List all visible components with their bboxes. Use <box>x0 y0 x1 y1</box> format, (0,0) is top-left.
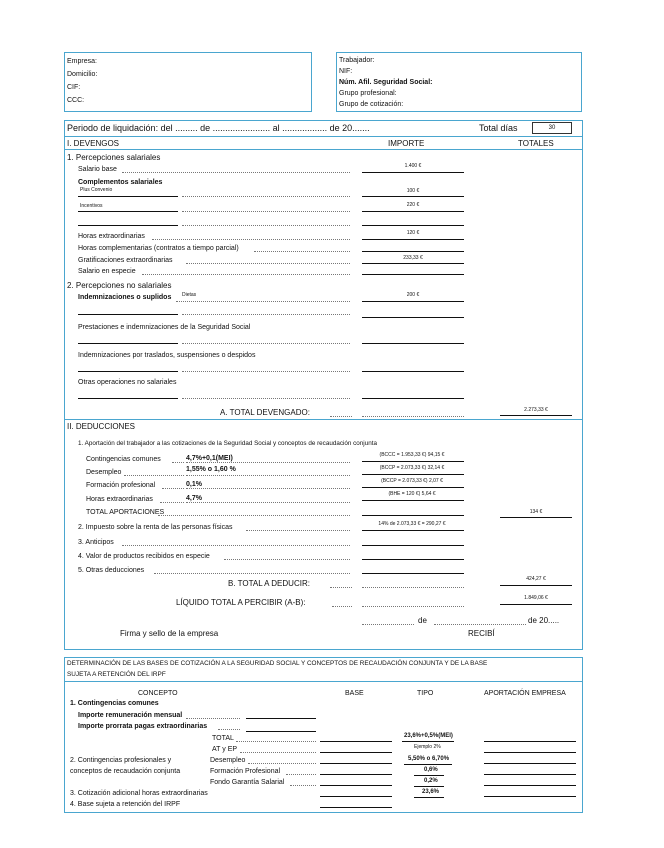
otras-operaciones-line <box>78 398 178 399</box>
horas-extraordinarias-line <box>362 500 464 501</box>
totales-header: TOTALES <box>518 139 554 148</box>
salario-especie-dots <box>142 274 350 275</box>
salario-base-value[interactable]: 1.400 € <box>404 163 422 169</box>
incentivos-line <box>78 211 178 212</box>
horas-extraordinarias-pct-dots <box>186 502 350 503</box>
gratificaciones-label: Gratificaciones extraordinarias <box>78 257 173 264</box>
base-header: BASE <box>345 690 364 697</box>
total-deducir-label: B. TOTAL A DEDUCIR: <box>228 579 310 588</box>
desempleo-calc[interactable]: (BCCP = 2.073,33 €) 32,14 € <box>379 465 445 471</box>
horas-extraordinarias-calc[interactable]: (BHE = 120 €) 5,64 € <box>388 491 436 497</box>
productos-especie-line <box>362 559 464 560</box>
fogasa-aport-line <box>484 785 576 786</box>
desempleo-tipo-line <box>404 764 452 765</box>
desempleo-aport-line <box>484 763 576 764</box>
desempleo-pct[interactable]: 1,55% o 1,60 % <box>186 466 236 473</box>
fp-tipo[interactable]: 0,6% <box>424 767 438 773</box>
total-dias-field[interactable]: 30 <box>532 122 572 134</box>
formacion-label: Formación profesional <box>86 482 156 489</box>
traslados-label: Indemnizaciones por traslados, suspensiones o despidos <box>78 352 256 359</box>
desempleo-label: Desempleo <box>86 469 122 476</box>
grupo-profesional-label: Grupo profesional: <box>339 90 397 97</box>
anticipos-dots <box>122 545 350 546</box>
adicional-base-line <box>320 796 392 797</box>
salario-base-line <box>362 172 464 173</box>
ccc-label: CCC: <box>67 97 85 104</box>
anticipos-label: 3. Anticipos <box>78 539 114 546</box>
desempleo-bases-label: Desempleo <box>210 757 246 764</box>
plus-convenio-label: Plus Convenio <box>80 187 113 193</box>
contingencias-comunes-pct-dots <box>186 462 350 463</box>
desempleo-dots <box>124 475 184 476</box>
remuneracion-label: Importe remuneración mensual <box>78 712 183 719</box>
bases-title-1: DETERMINACIÓN DE LAS BASES DE COTIZACIÓN A LA SEGURIDAD SOCIAL Y CONCEPTOS DE RECAUDACIÓN CONJUNTA Y DE LA BASE <box>67 660 488 667</box>
contingencias-comunes-calc[interactable]: (BCCC = 1.953,33 €) 94,15 € <box>379 452 445 458</box>
total-tipo-line <box>402 741 454 742</box>
incentivos-value-line <box>362 211 464 212</box>
date-year-label: de 20..... <box>528 616 560 625</box>
desempleo-base-line <box>320 763 392 764</box>
productos-especie-label: 4. Valor de productos recibidos en especie <box>78 553 210 560</box>
contingencias-comunes-dots <box>172 462 184 463</box>
liquido-line <box>500 604 572 605</box>
atep-base-line <box>320 752 392 753</box>
otras-operaciones-dots <box>182 398 350 399</box>
irpf-base-label: 4. Base sujeta a retención del IRPF <box>70 801 181 808</box>
total-label: TOTAL <box>212 735 234 742</box>
atep-label: AT y EP <box>212 746 238 753</box>
indemnizaciones-dots-2 <box>182 314 350 315</box>
irpf-dots <box>246 530 350 531</box>
remuneracion-dots <box>186 718 240 719</box>
total-deducir-dots-2 <box>362 587 464 588</box>
otras-deducciones-dots <box>154 573 350 574</box>
total-aport-line <box>484 741 576 742</box>
horas-extraordinarias-pct[interactable]: 4,7% <box>186 495 202 502</box>
dietas-label: Dietas <box>182 292 197 298</box>
prestaciones-dots <box>182 343 350 344</box>
incentivos-dots <box>182 211 350 212</box>
indemnizaciones-value-line-2 <box>362 317 464 318</box>
percepciones-no-salariales-title: 2. Percepciones no salariales <box>67 281 172 290</box>
total-dots <box>236 741 316 742</box>
fp-base-line <box>320 774 392 775</box>
incentivos-label: Incentivos <box>80 203 103 209</box>
period-label: Periodo de liquidación: del ......... de ....................... al .................. de 20....... <box>67 123 370 133</box>
otras-operaciones-value-line <box>362 398 464 399</box>
total-deducir-line <box>500 585 572 586</box>
date-month-dots <box>434 624 526 625</box>
fogasa-label: Fondo Garantía Salarial <box>210 779 285 786</box>
adicional-label: 3. Cotización adicional horas extraordinarias <box>70 790 208 797</box>
bases-title-2: SUJETA A RETENCIÓN DEL IRPF <box>67 671 166 678</box>
fogasa-base-line <box>320 785 392 786</box>
desempleo-line <box>362 474 464 475</box>
fp-label: Formación Profesional <box>210 768 281 775</box>
employer-box <box>64 52 312 112</box>
cif-label: CIF: <box>67 84 81 91</box>
liquido-label: LÍQUIDO TOTAL A PERCIBIR (A-B): <box>176 598 306 607</box>
salario-especie-label: Salario en especie <box>78 268 136 275</box>
desempleo-tipo[interactable]: 5,50% o 6,70% <box>408 756 450 762</box>
total-aportaciones-total-line <box>500 517 572 518</box>
adicional-tipo[interactable]: 23,6% <box>422 789 440 795</box>
remuneracion-line <box>246 718 316 719</box>
irpf-calc[interactable]: 14% de 2.073,33 € = 290,27 € <box>378 521 446 527</box>
liquido-value[interactable]: 1.849,06 € <box>524 595 548 601</box>
fogasa-tipo-line <box>414 786 444 787</box>
plus-convenio-value[interactable]: 100 € <box>406 188 420 194</box>
prorrata-dots <box>218 729 240 730</box>
horas-extra-label: Horas extraordinarias <box>78 233 145 240</box>
prestaciones-label: Prestaciones e indemnizaciones de la Seguridad Social <box>78 324 251 331</box>
total-devengado-line <box>500 415 572 416</box>
salario-especie-line <box>362 274 464 275</box>
prestaciones-value-line <box>362 343 464 344</box>
aportacion-title: 1. Aportación del trabajador a las cotizaciones de la Seguridad Social y conceptos de recaudación conjunta <box>78 440 377 447</box>
concepto-header: CONCEPTO <box>138 690 178 697</box>
importe-header: IMPORTE <box>388 139 425 148</box>
horas-complementarias-label: Horas complementarias (contratos a tiempo parcial) <box>78 245 239 252</box>
total-devengado-dots <box>330 416 352 417</box>
blank-dots-1 <box>182 225 350 226</box>
desempleo-bases-dots <box>248 763 316 764</box>
salario-base-label: Salario base <box>78 166 117 173</box>
cp-label-2: conceptos de recaudación conjunta <box>70 768 181 775</box>
otras-deducciones-label: 5. Otras deducciones <box>78 567 145 574</box>
blank-value-line-1 <box>362 225 464 226</box>
fp-aport-line <box>484 774 576 775</box>
traslados-line <box>78 371 178 372</box>
indemnizaciones-line <box>362 301 464 302</box>
traslados-value-line <box>362 371 464 372</box>
percepciones-salariales-title: 1. Percepciones salariales <box>67 153 161 162</box>
devengos-divider <box>64 149 583 150</box>
afiliacion-label: Núm. Afil. Seguridad Social: <box>339 79 433 86</box>
empresa-label: Empresa: <box>67 58 97 65</box>
contingencias-comunes-label: Contingencias comunes <box>86 456 161 463</box>
devengos-title: I. DEVENGOS <box>67 139 120 148</box>
date-day-dots <box>362 624 414 625</box>
fogasa-tipo[interactable]: 0,2% <box>424 778 438 784</box>
indemnizaciones-line-2 <box>78 314 178 315</box>
nif-label: NIF: <box>339 68 353 75</box>
incentivos-value[interactable]: 220 € <box>406 202 420 208</box>
prorrata-label: Importe prorrata pagas extraordinarias <box>78 723 208 730</box>
indemnizaciones-value[interactable]: 200 € <box>406 292 420 298</box>
total-aportaciones-dots <box>158 515 350 516</box>
irpf-line <box>362 530 464 531</box>
indemnizaciones-label: Indemnizaciones o suplidos <box>78 294 172 301</box>
total-devengado-label: A. TOTAL DEVENGADO: <box>220 408 310 417</box>
gratificaciones-dots <box>186 263 350 264</box>
bases-divider <box>64 681 583 682</box>
total-deducir-value[interactable]: 424,27 € <box>526 576 546 582</box>
fp-dots <box>286 774 316 775</box>
formacion-dots <box>162 488 184 489</box>
atep-aport-line <box>484 752 576 753</box>
horas-extra-value[interactable]: 120 € <box>406 230 420 236</box>
total-dias-label: Total días <box>479 123 518 133</box>
total-base-line <box>320 741 392 742</box>
salario-base-dots <box>122 172 350 173</box>
horas-complementarias-dots <box>254 251 350 252</box>
irpf-base-line <box>320 807 392 808</box>
horas-extra-line <box>362 239 464 240</box>
horas-extraordinarias-dots <box>160 502 184 503</box>
prorrata-line <box>246 731 316 732</box>
productos-especie-dots <box>224 559 350 560</box>
gratificaciones-value[interactable]: 233,33 € <box>403 255 423 261</box>
prestaciones-line <box>78 343 178 344</box>
otras-operaciones-label: Otras operaciones no salariales <box>78 379 177 386</box>
atep-dots <box>240 752 316 753</box>
total-tipo[interactable]: 23,6%+0,5%(MEI) <box>404 733 453 739</box>
deducciones-title: II. DEDUCCIONES <box>67 422 136 431</box>
fogasa-dots <box>290 785 316 786</box>
contingencias-comunes-pct[interactable]: 4,7%+0,1(MEI) <box>186 455 233 462</box>
indemnizaciones-dots <box>176 301 350 302</box>
desempleo-pct-dots <box>186 475 350 476</box>
liquido-dots-2 <box>362 606 464 607</box>
formacion-calc[interactable]: (BCCP = 2.073,33 €) 2,07 € <box>381 478 443 484</box>
total-aportaciones-label: TOTAL APORTACIONES <box>86 509 165 516</box>
plus-convenio-line <box>78 196 178 197</box>
total-aportaciones-value[interactable]: 134 € <box>529 509 543 515</box>
cc-label: 1. Contingencias comunes <box>70 700 159 707</box>
formacion-pct-dots <box>186 488 350 489</box>
total-aportaciones-line <box>362 515 464 516</box>
formacion-pct[interactable]: 0,1% <box>186 481 202 488</box>
horas-complementarias-line <box>362 251 464 252</box>
period-divider <box>64 136 583 137</box>
date-de-label: de <box>418 616 427 625</box>
total-deducir-dots <box>330 587 352 588</box>
trabajador-label: Trabajador: <box>339 57 375 64</box>
blank-line-1 <box>78 225 178 226</box>
plus-convenio-dots <box>182 196 350 197</box>
formacion-line <box>362 487 464 488</box>
recibi-label: RECIBÍ <box>468 629 495 638</box>
anticipos-line <box>362 545 464 546</box>
domicilio-label: Domicilio: <box>67 71 98 78</box>
grupo-cotizacion-label: Grupo de cotización: <box>339 101 404 108</box>
irpf-label: 2. Impuesto sobre la renta de las personas físicas <box>78 524 233 531</box>
firma-label: Firma y sello de la empresa <box>120 629 219 638</box>
total-devengado-value[interactable]: 2.273,33 € <box>524 407 548 413</box>
contingencias-comunes-line <box>362 461 464 462</box>
liquido-dots <box>332 606 352 607</box>
adicional-aport-line <box>484 796 576 797</box>
cp-label-1: 2. Contingencias profesionales y <box>70 757 172 764</box>
horas-extraordinarias-label: Horas extraordinarias <box>86 496 153 503</box>
adicional-tipo-line <box>414 797 444 798</box>
traslados-dots <box>182 371 350 372</box>
aportacion-header: APORTACIÓN EMPRESA <box>484 690 566 697</box>
atep-tipo[interactable]: Ejemplo 2% <box>414 744 441 750</box>
horas-extra-dots <box>152 239 350 240</box>
tipo-header: TIPO <box>417 690 434 697</box>
gratificaciones-line <box>362 263 464 264</box>
fp-tipo-line <box>414 775 444 776</box>
complementos-label: Complementos salariales <box>78 179 163 186</box>
total-devengado-dots-2 <box>362 416 464 417</box>
plus-convenio-value-line <box>362 196 464 197</box>
deducciones-divider <box>64 419 583 420</box>
otras-deducciones-line <box>362 573 464 574</box>
